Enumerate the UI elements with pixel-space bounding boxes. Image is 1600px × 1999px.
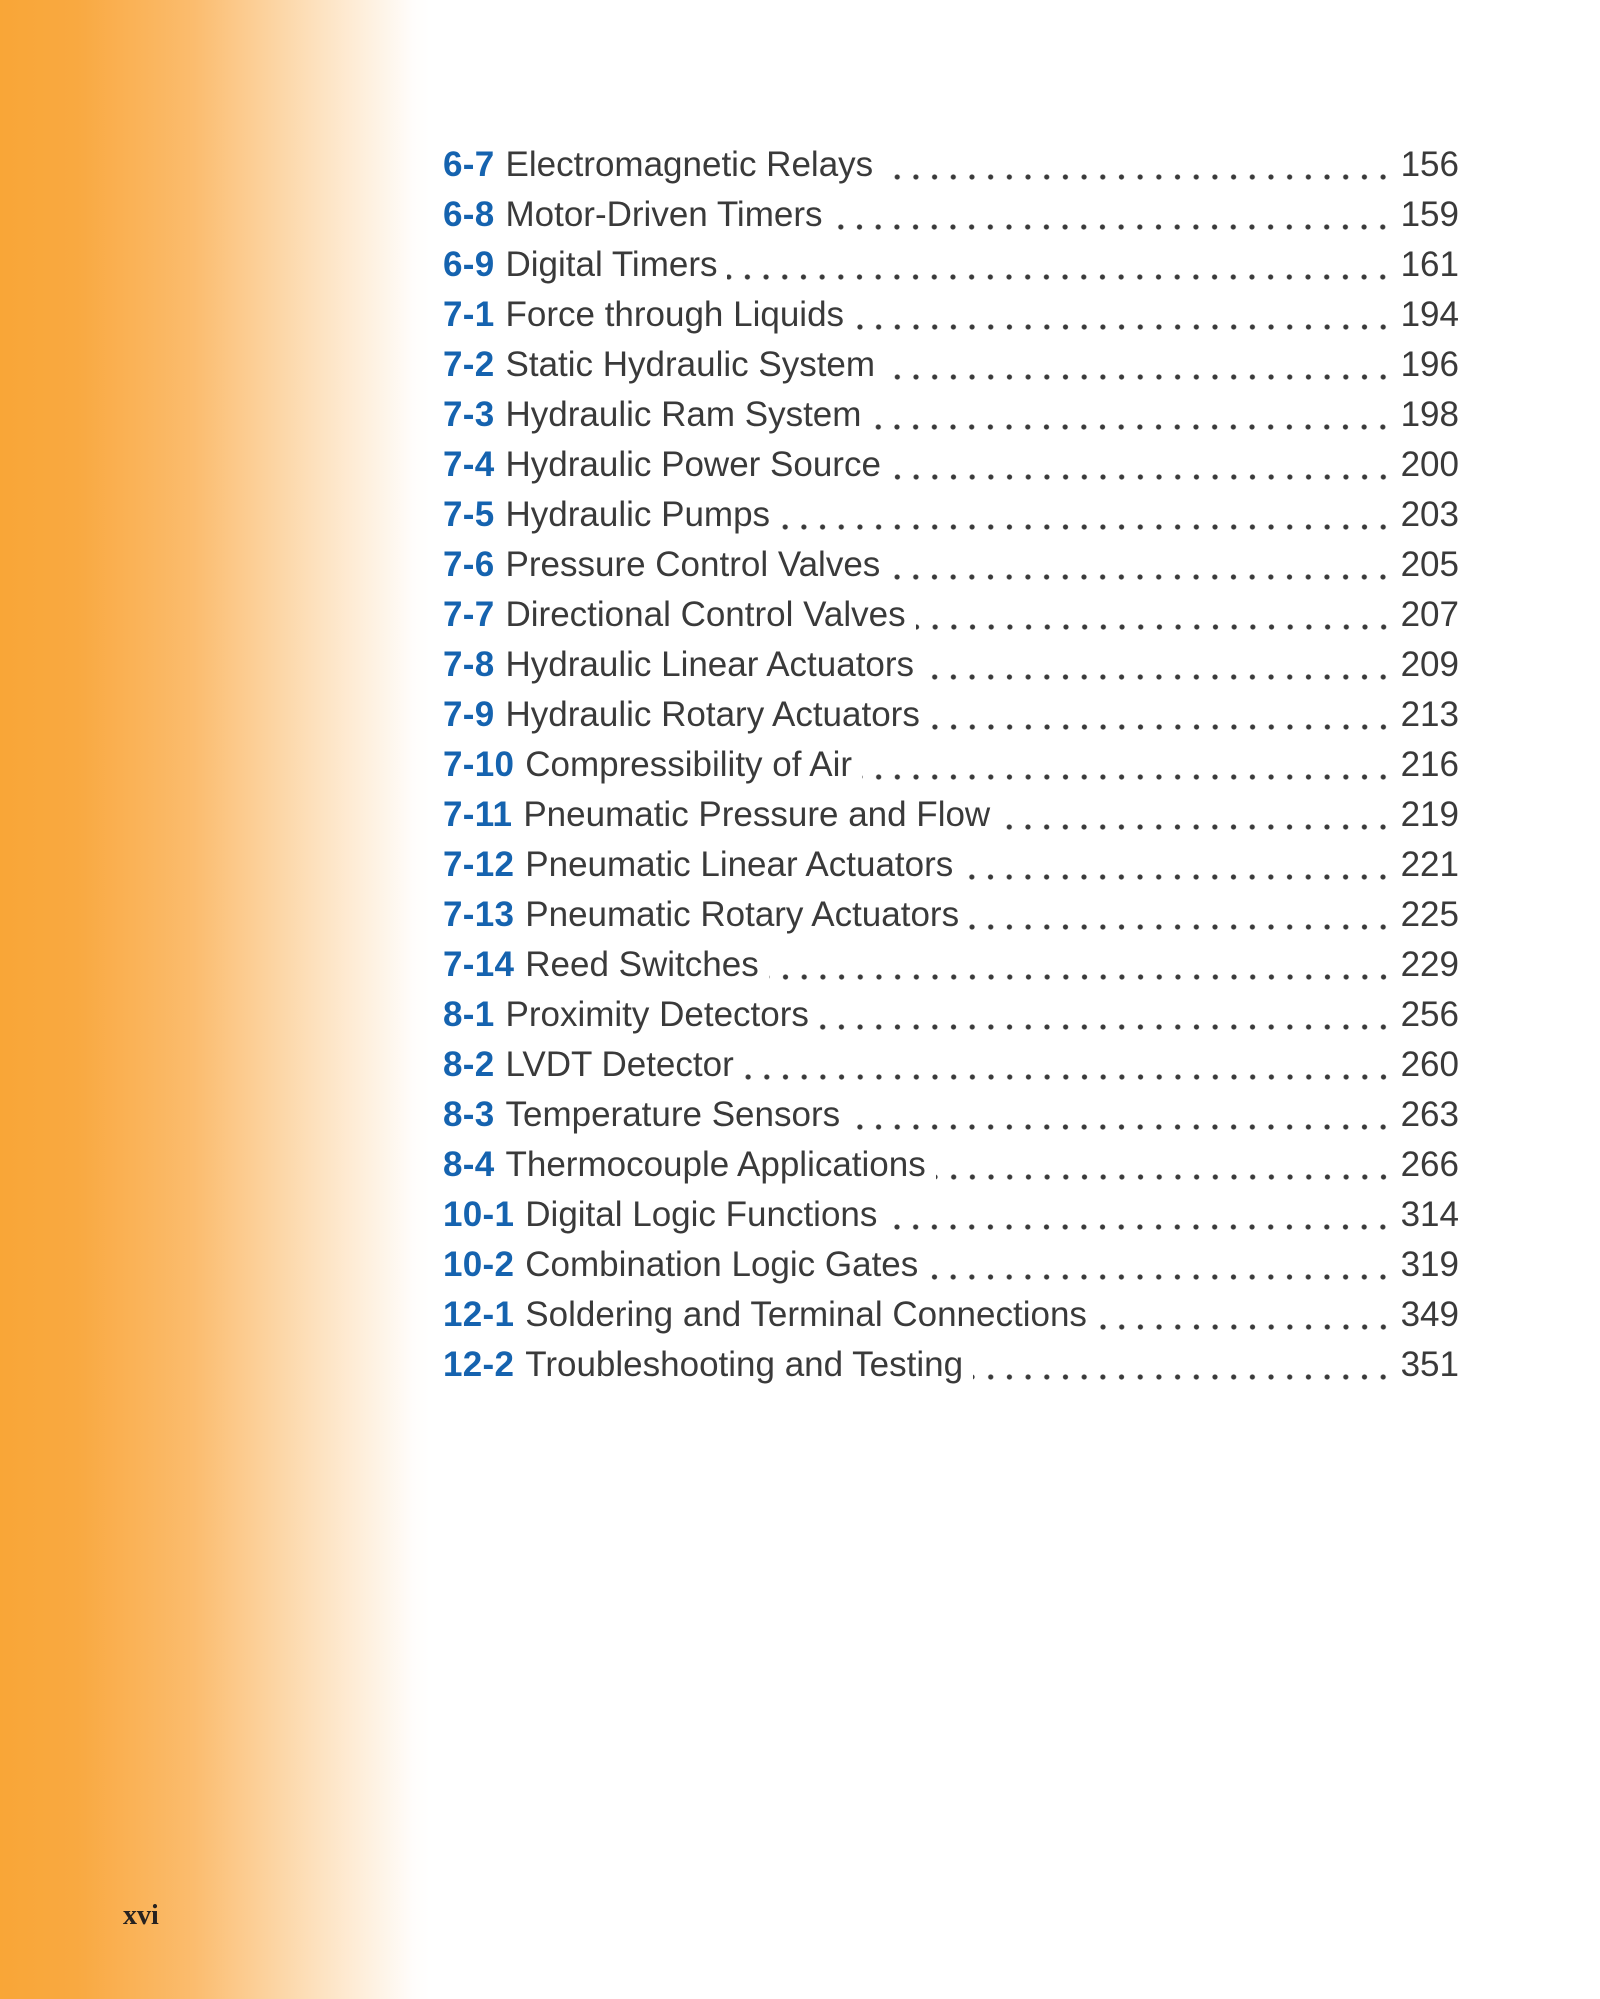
dot-leader [885, 340, 1395, 390]
entry-page: 225 [1400, 895, 1459, 934]
list-of-figures [443, 140, 1459, 1390]
toc-entry [443, 890, 1459, 940]
entry-page: 219 [1400, 795, 1459, 834]
dot-leader [819, 990, 1395, 1040]
entry-number: 7-3 [443, 395, 495, 434]
entry-number: 12-2 [443, 1345, 515, 1384]
toc-entry [443, 840, 1459, 890]
entry-title: Digital Logic Functions [525, 1195, 878, 1234]
entry-title: Combination Logic Gates [525, 1245, 919, 1284]
entry-title: Hydraulic Linear Actuators [505, 645, 915, 684]
entry-number: 7-8 [443, 645, 495, 684]
dot-leader [744, 1040, 1395, 1090]
toc-entry [443, 590, 1459, 640]
entry-page: 196 [1400, 345, 1459, 384]
entry-title: Troubleshooting and Testing [525, 1345, 964, 1384]
entry-page: 209 [1400, 645, 1459, 684]
entry-number: 8-4 [443, 1145, 495, 1184]
toc-entry [443, 240, 1459, 290]
toc-entry [443, 140, 1459, 190]
toc-entry [443, 1140, 1459, 1190]
entry-number: 7-9 [443, 695, 495, 734]
toc-entry [443, 1040, 1459, 1090]
dot-leader [780, 490, 1395, 540]
entry-number: 12-1 [443, 1295, 515, 1334]
entry-page: 260 [1400, 1045, 1459, 1084]
entry-number: 7-12 [443, 845, 515, 884]
dot-leader [854, 290, 1395, 340]
entry-title: Reed Switches [525, 945, 759, 984]
entry-number: 10-2 [443, 1245, 515, 1284]
dot-leader [832, 190, 1394, 240]
toc-entry [443, 1090, 1459, 1140]
entry-page: 161 [1400, 245, 1459, 284]
entry-number: 6-9 [443, 245, 495, 284]
entry-page: 319 [1400, 1245, 1459, 1284]
dot-leader [973, 1340, 1395, 1390]
entry-page: 205 [1400, 545, 1459, 584]
entry-number: 7-5 [443, 495, 495, 534]
entry-number: 7-13 [443, 895, 515, 934]
entry-number: 6-8 [443, 195, 495, 234]
entry-page: 216 [1400, 745, 1459, 784]
entry-title: Temperature Sensors [505, 1095, 841, 1134]
entry-page: 351 [1400, 1345, 1459, 1384]
entry-number: 10-1 [443, 1195, 515, 1234]
entry-title: Pneumatic Pressure and Flow [523, 795, 991, 834]
dot-leader [928, 1240, 1394, 1290]
entry-title: Force through Liquids [505, 295, 845, 334]
dot-leader [963, 840, 1394, 890]
dot-leader [890, 540, 1394, 590]
entry-title: Pneumatic Linear Actuators [525, 845, 954, 884]
entry-title: Electromagnetic Relays [505, 145, 874, 184]
dot-leader [727, 240, 1394, 290]
dot-leader [930, 690, 1395, 740]
toc-entry [443, 340, 1459, 390]
toc-entry [443, 740, 1459, 790]
entry-page: 207 [1400, 595, 1459, 634]
entry-page: 263 [1400, 1095, 1459, 1134]
entry-page: 213 [1400, 695, 1459, 734]
entry-title: Directional Control Valves [505, 595, 906, 634]
entry-page: 203 [1400, 495, 1459, 534]
entry-number: 7-11 [443, 795, 513, 834]
left-gradient-decoration [0, 0, 430, 1999]
entry-page: 194 [1400, 295, 1459, 334]
toc-entry [443, 1290, 1459, 1340]
entry-number: 7-14 [443, 945, 515, 984]
entry-title: Motor-Driven Timers [505, 195, 823, 234]
dot-leader [924, 640, 1395, 690]
dot-leader [862, 740, 1395, 790]
entry-page: 266 [1400, 1145, 1459, 1184]
dot-leader [916, 590, 1395, 640]
toc-entry [443, 690, 1459, 740]
toc-entry [443, 990, 1459, 1040]
entry-page: 159 [1400, 195, 1459, 234]
entry-number: 8-3 [443, 1095, 495, 1134]
entry-page: 229 [1400, 945, 1459, 984]
toc-entry [443, 440, 1459, 490]
entry-title: Proximity Detectors [505, 995, 809, 1034]
entry-page: 198 [1400, 395, 1459, 434]
dot-leader [850, 1090, 1394, 1140]
dot-leader [969, 890, 1395, 940]
entry-title: Compressibility of Air [525, 745, 853, 784]
dot-leader [1097, 1290, 1395, 1340]
entry-page: 314 [1400, 1195, 1459, 1234]
entry-number: 7-2 [443, 345, 495, 384]
toc-entry [443, 490, 1459, 540]
dot-leader [769, 940, 1395, 990]
entry-title: LVDT Detector [505, 1045, 734, 1084]
entry-number: 7-1 [443, 295, 495, 334]
page-number-folio: xvi [123, 1900, 159, 1931]
entry-title: Hydraulic Rotary Actuators [505, 695, 920, 734]
entry-page: 256 [1400, 995, 1459, 1034]
dot-leader [887, 1190, 1394, 1240]
toc-entry [443, 190, 1459, 240]
entry-page: 221 [1400, 845, 1459, 884]
dot-leader [871, 390, 1394, 440]
entry-title: Hydraulic Power Source [505, 445, 881, 484]
entry-number: 7-6 [443, 545, 495, 584]
entry-title: Hydraulic Ram System [505, 395, 862, 434]
entry-title: Pressure Control Valves [505, 545, 881, 584]
entry-number: 8-2 [443, 1045, 495, 1084]
toc-entry [443, 1240, 1459, 1290]
entry-title: Soldering and Terminal Connections [525, 1295, 1087, 1334]
dot-leader [891, 440, 1395, 490]
entry-page: 349 [1400, 1295, 1459, 1334]
toc-entry [443, 290, 1459, 340]
entry-number: 7-10 [443, 745, 515, 784]
dot-leader [936, 1140, 1395, 1190]
entry-page: 200 [1400, 445, 1459, 484]
toc-entry [443, 940, 1459, 990]
toc-entry [443, 640, 1459, 690]
toc-entry [443, 1340, 1459, 1390]
entry-number: 7-4 [443, 445, 495, 484]
entry-title: Hydraulic Pumps [505, 495, 771, 534]
entry-number: 7-7 [443, 595, 495, 634]
entry-title: Digital Timers [505, 245, 718, 284]
entry-number: 6-7 [443, 145, 495, 184]
toc-entry [443, 1190, 1459, 1240]
dot-leader [1000, 790, 1394, 840]
toc-entry [443, 390, 1459, 440]
toc-entry [443, 540, 1459, 590]
entry-title: Thermocouple Applications [505, 1145, 926, 1184]
entry-title: Static Hydraulic System [505, 345, 876, 384]
entry-page: 156 [1400, 145, 1459, 184]
dot-leader [883, 140, 1394, 190]
toc-entry [443, 790, 1459, 840]
entry-title: Pneumatic Rotary Actuators [525, 895, 960, 934]
entry-number: 8-1 [443, 995, 495, 1034]
